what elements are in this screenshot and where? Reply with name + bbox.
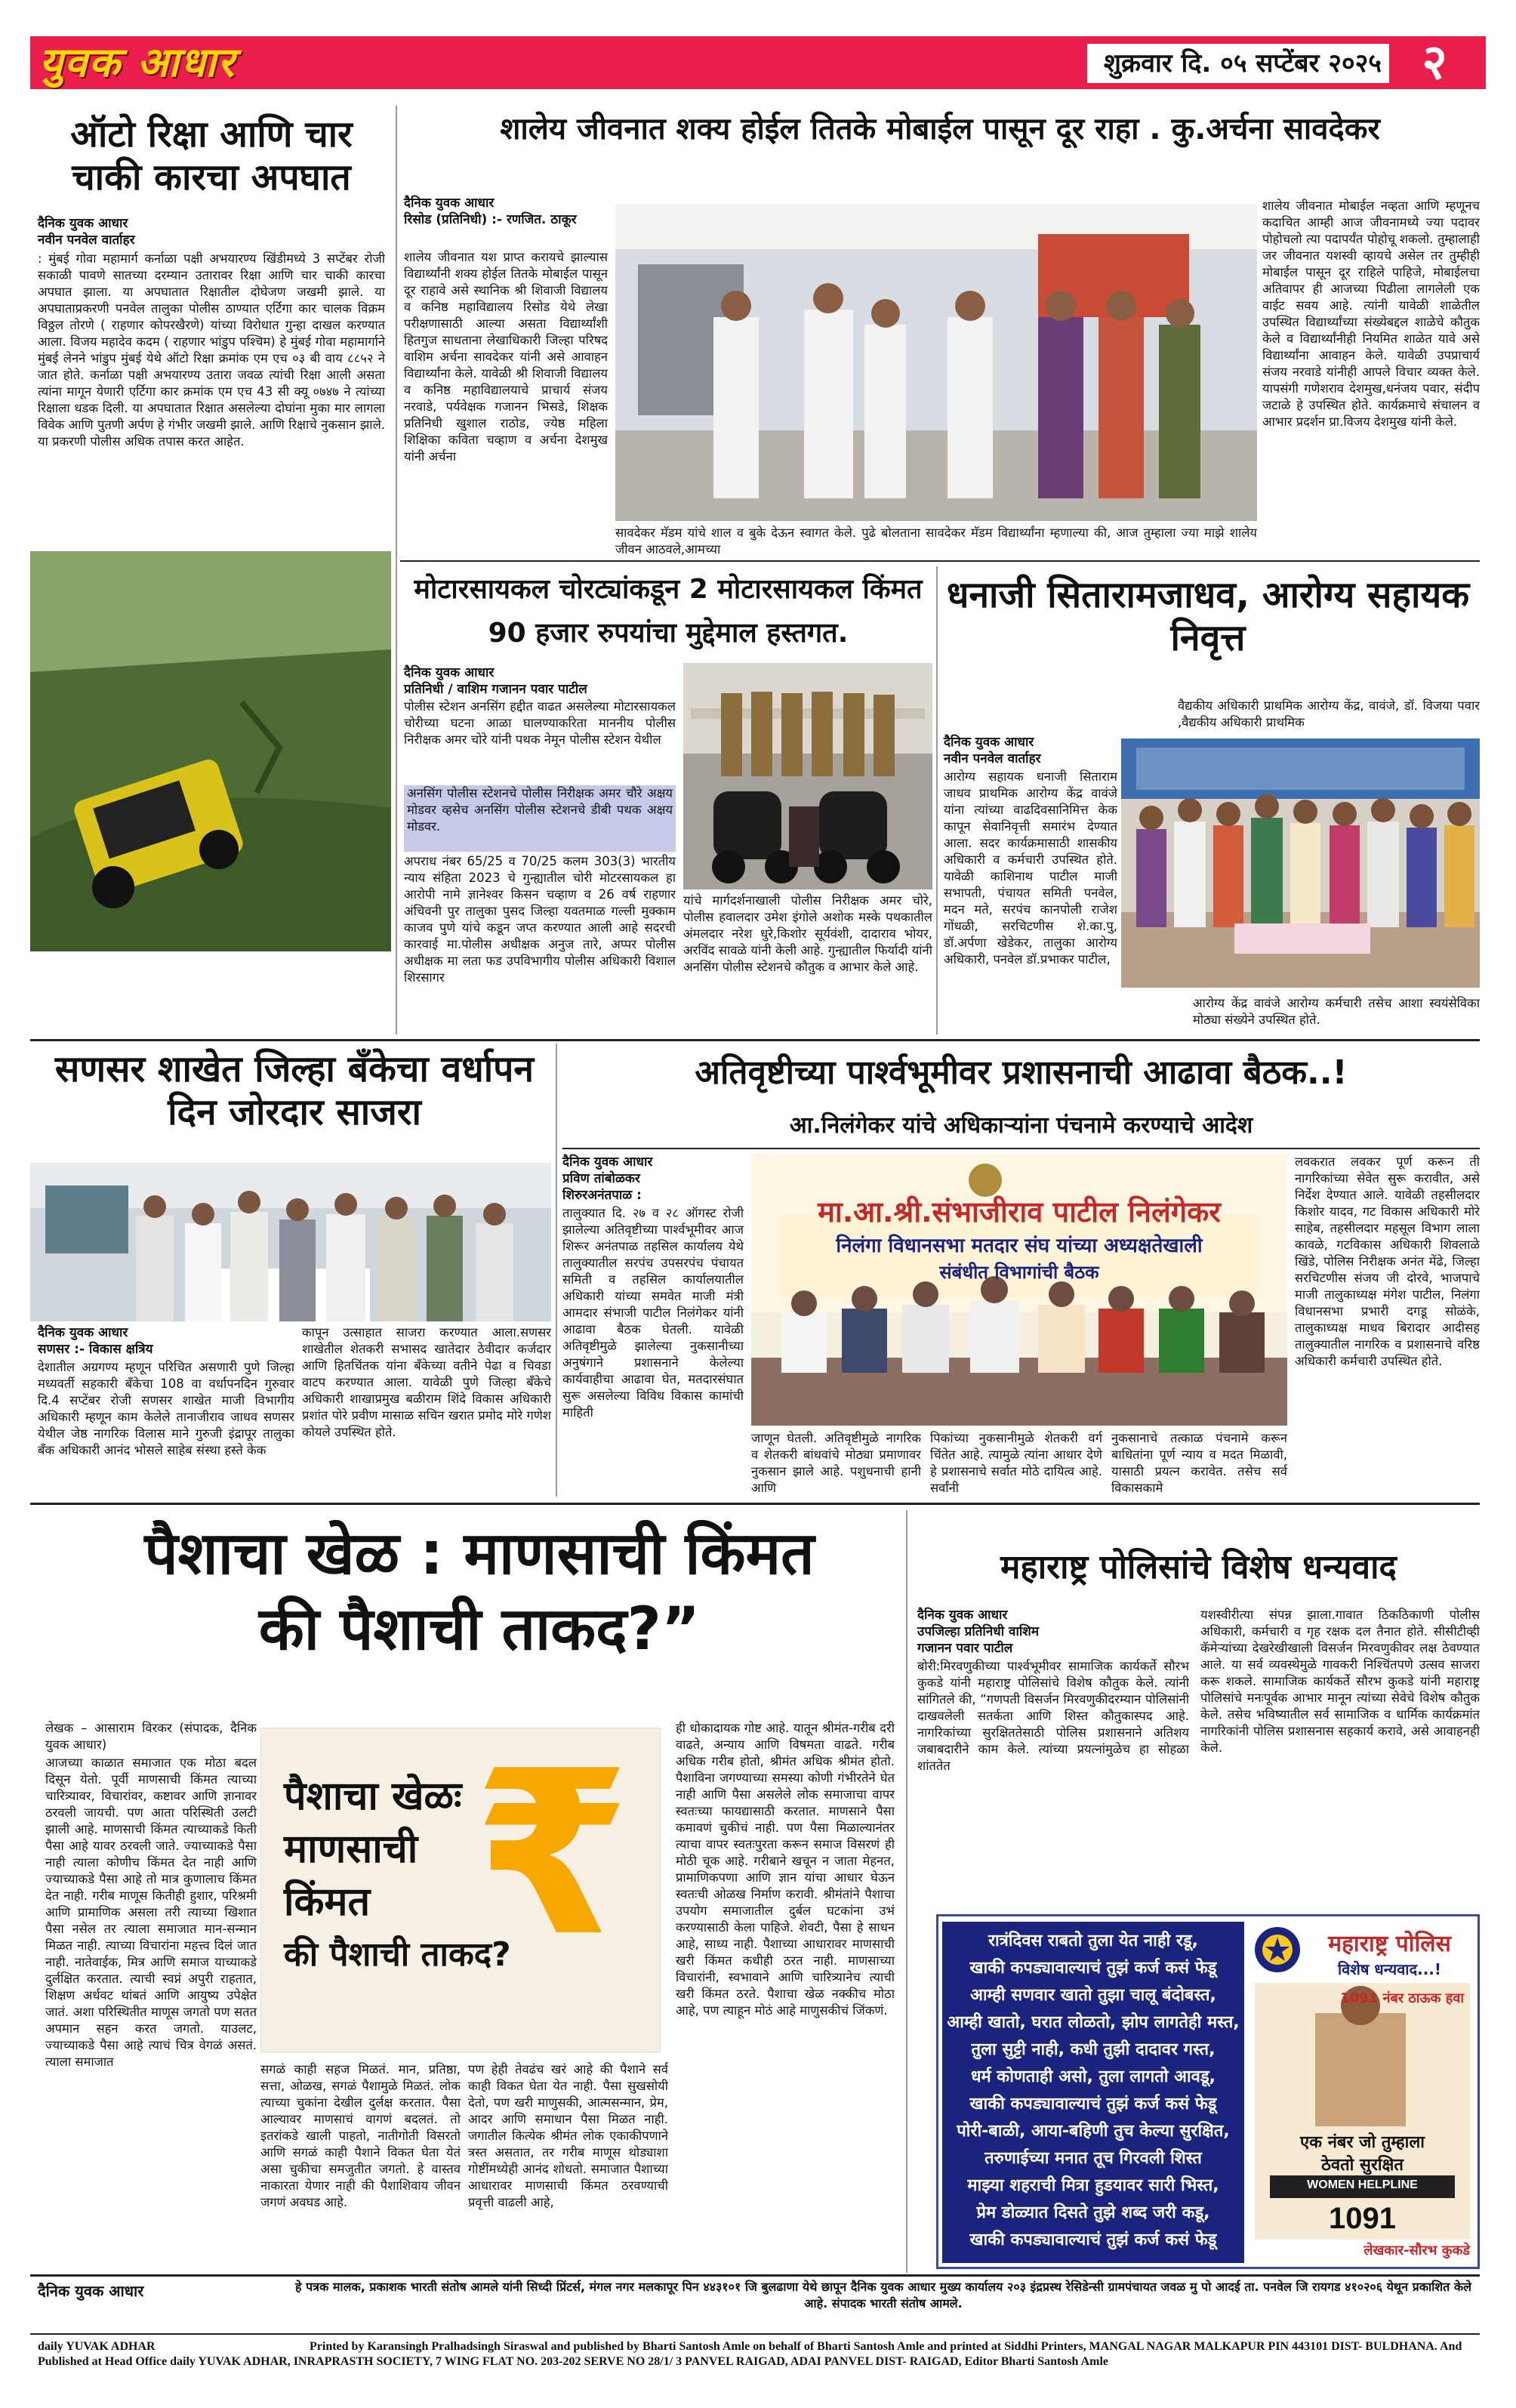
mobile-article-byline: दैनिक युवक आधार रिसोड (प्रतिनिधी) :- रणजित. ठाकूर [404, 196, 577, 227]
mobile-article-body-left: शालेय जीवनात यश प्राप्त करायचे झाल्यास विद्यार्थ्यांनी शक्य होईल तितके मोबाईल पासून दूर राहावे असे स्थानिक श्री शिवाजी विद्यालय व कनिष्ठ महाविद्यालय रिसोड येथे लेखा परीक्षणासाठी आल्या असता विद्यार्थ्यांशी हितगुज साधताना लेखाधिकारी जिल्हा परिषद वाशिम अर्चना सावदेकर यांनी असे आवाहन विद्यार्थ्यांना केले. यावेळी श्री शिवाजी विद्यालय व कनिष्ठ महाविद्यालयाचे प्राचार्य संजय नरवाडे, पर्यवेक्षक गजानन भिसडे, शिक्षक प्रतिनिधी खुशाल राठोड, ज्येष्ठ महिला शिक्षिका कविता चव्हाण व अर्चना देशमुख यांनी अर्चना [404, 250, 608, 464]
motorcycle-article-body-3: यांचे मार्गदर्शनाखाली पोलीस निरीक्षक अमर चोरे, पोलीस हवालदार उमेश इंगोले अशोक मस्के पथकातील अंमलदार नरेश धुरे,किशोर सूर्यवंशी, दादाराव भोयर, अरविंद सावळे यांनी केली आहे. गुन्ह्यातील फिर्यादी यांनी अनसिंग पोलीस स्टेशनचे कौतुक व आभार केले आहे. [683, 893, 932, 974]
ativrushti-article-body-5: लवकरात लवकर पूर्ण करून ती नागरिकांच्या सेवेत सुरू करावीत, असे निर्देश देण्यात आले. यावेळी तहसीलदार किशोर यादव, गट विकास अधिकारी मोरे साहेब, तहसीलदार महसूल विभाग लाला कावळे, गटविकास अधिकारी शिवलाळे खिंडे, पोलिस निरीक्षक अनंत मेंढे, जिल्हा सरचिटणीस संजय जी दोरवे, भाजपाचे माजी तालुकाध्यक्ष मंगेश पाटील, निलंगा विधानसभा प्रभारी दगडू सोळंके, तालुकाध्यक्ष माधव बिरादार आदीसह तालुक्यातील नागरिक व प्रशासनाचे वरिष्ठ अधिकारी कर्मचारी उपस्थित होते. [1295, 1155, 1480, 1368]
poster-top-text: 1091 नंबर ठाऊक हवा [1340, 1990, 1464, 2006]
poster-mid-text-2: ठेवतो सुरक्षित [1321, 2156, 1404, 2175]
ativrushti-article-headline: अतिवृष्टीच्या पार्श्वभूमीवर प्रशासनाची आढावा बैठक..! [695, 1053, 1348, 1092]
ad-poem-line: खाकी कपड्यावाल्याचं तुझं कर्ज कसं फेडू [969, 2095, 1217, 2114]
meeting-banner-line-2: निलंगा विधानसभा मतदार संघ यांच्या अध्यक्षतेखाली [836, 1235, 1203, 1257]
helpline-number: 1091 [1329, 2202, 1396, 2235]
dhanaji-article-headline: धनाजी सितारामजाधव, आरोग्य सहायक निवृत्त [946, 574, 1470, 659]
dhanaji-article-byline: दैनिक युवक आधार नवीन पनवेल वार्ताहर [944, 735, 1041, 766]
police-article-body-1: बोरी:मिरवणुकीच्या पार्श्वभूमीवर सामाजिक कार्यकर्ते सौरभ कुकडे यांनी महाराष्ट्र पोलिसांचे विशेष कौतुक केले. त्यांनी सांगितले की, “गणपती विसर्जन मिरवणुकीदरम्यान पोलिसांनी दाखवलेली सतर्कता आणि शिस्त कौतुकास्पद आहे. नागरिकांच्या सुरक्षिततेसाठी पोलिस प्रशासनाने अतिशय जबाबदारीने काम केले. त्यांच्या प्रयत्नांमुळेच हा सोहळा शांततेत [917, 1659, 1189, 1773]
helpline-poster [1255, 1983, 1470, 2240]
police-article-body-2: यशस्वीरीत्या संपन्न झाला.गावात ठिकठिकाणी पोलीस अधिकारी, कर्मचारी व गृह रक्षक दल तैनात होते. सीसीटीव्ही कॅमेऱ्यांच्या देखरेखीखाली विसर्जन मिरवणुकीवर लक्ष ठेवण्यात आले. या सर्व व्यवस्थेमुळे गावकरी निश्चिंतपणे उत्सव साजरा करू शकले. सामाजिक कार्यकर्ते सौरभ कुकडे यांनी महाराष्ट्र पोलिसांचे मनःपूर्वक आभार मानून त्यांच्या सेवेचे विशेष कौतुक केले. तसेच भविष्यातील सर्व सामाजिक व धार्मिक कार्यक्रमांत नागरिकांनी पोलिस प्रशासनास सहकार्य करावे, असे आवाहनही केले. [1200, 1608, 1480, 1755]
ativrushti-article-body-4: नुकसानाचे तत्काळ पंचनामे करून बाधितांना पूर्ण न्याय व मदत मिळावी, यासाठी प्रयत्न करावेत. तसेच सर्व विकासकामे [1111, 1431, 1287, 1495]
helpline-label: WOMEN HELPLINE [1307, 2178, 1418, 2191]
mobile-article-photo [615, 204, 1257, 521]
paisa-article-headline-2: की पैशाची ताकद?” [258, 1596, 701, 1663]
ativrushti-article-body-1: तालुक्यात दि. २७ व २८ ऑगस्ट रोजी झालेल्या अतिवृष्टीच्या पार्श्वभूमीवर आज शिरूर अनंतपाळ तहसिल कार्यालय येथे तालुक्यातील सरपंच उपसरपंच पंचायत समिती व तहसिल कार्यालयातील अधिकारी यांच्या समवेत माजी मंत्री आमदार संभाजी पाटील निलंगेकर यांनी आढावा बैठक घेतली. यावेळी अतिवृष्टीमुळे झालेल्या नुकसानीच्या अनुषंगाने प्रशासनाने केलेल्या कार्यवाहीचा आढावा घेत, मतदारसंघात सुरू असलेल्या विविध विकास कामांची माहिती [562, 1206, 744, 1420]
poster-mid-text-1: एक नंबर जो तुम्हाला [1299, 2133, 1425, 2152]
police-ad-title: महाराष्ट्र पोलिस [1328, 1931, 1451, 1957]
sansar-article-body-2: कापून उत्साहात साजरा करण्यात आला.सणसर शाखेतील शेतकरी सभासद खातेदार ठेवीदार कर्जदार आणि हितचिंतक यांना बँकेच्या वतीने पेढा व चिवडा वाटप करण्यात आला. यावेळी पुणे जिल्हा बँकेचे अधिकारी शाखाप्रमुख बळीराम शिंदे विकास अधिकारी प्रशांत पोरे प्रवीण मासाळ सचिन खरात प्रमोद मोरे गणेश कोयले उपस्थित होते. [302, 1325, 551, 1439]
accident-photo [30, 551, 391, 951]
police-article-headline: महाराष्ट्र पोलिसांचे विशेष धन्यवाद [1000, 1548, 1397, 1586]
paisa-article-headline-1: पैशाचा खेळ : माणसाची किंमत [144, 1520, 815, 1588]
paisa-article-col-3: पण हेही तेवढंच खरं आहे की पैशाने सर्व काही विकत घेता येत नाही. पैसा सुखसोयी देतो, पण खरी माणुसकी, आत्मसन्मान, प्रेम, आदर आणि समाधान पैसा मिळत नाही. जगातील कित्येक श्रीमंत लोक एकाकीपणाने त्रस्त असतात, तर गरीब माणूस थोड्याशा गोष्टींमध्येही आनंद शोधतो. समाजात पैशाच्या आधारावर माणसाची किंमत ठरवण्याची प्रवृत्ती वाढली आहे, [468, 2062, 668, 2209]
ad-poem-line: तुला सुट्टी नाही, कधी तुझी दादावर गस्त, [971, 2040, 1216, 2059]
ad-poem-line: आम्ही खातो, घरात लोळतो, झोप लागतेही मस्त, [947, 2013, 1240, 2032]
ad-poem-line: रात्रंदिवस राबतो तुला येत नाही रडू, [988, 1932, 1198, 1950]
mobile-article-headline: शालेय जीवनात शक्य होईल तितके मोबाईल पासून दूर राहा . कु.अर्चना सावदेकर [500, 112, 1380, 146]
paisa-article-col-1: आजच्या काळात समाजात एक मोठा बदल दिसून येतो. पूर्वी माणसाची किंमत त्याच्या चारित्र्यावर, विचारांवर, कष्टावर आणि ज्ञानावर ठरवली जायची. पण आता परिस्थिती उलटी झाली आहे. माणसाची किंमत त्याच्याकडे किती पैसा आहे यावर ठरवली जाते. ज्याच्याकडे पैसा नाही त्याला कोणीच किंमत देत नाही आणि ज्याच्याकडे पैसा आहे तो मात्र कुणालाच किंमत देत नाही. गरीब माणूस कितीही हुशार, परिश्रमी आणि प्रामाणिक असला तरी त्याच्या खिशात पैसा नसेल तर त्याला समाजात मान-सन्मान मिळत नाही. त्याच्या विचारांना महत्त्व दिलं जात नाही. नातेवाईक, मित्र आणि समाज याच्याकडे दुर्लक्षित करतात. त्याची स्वप्नं अपुरी राहतात, शिक्षण अर्धवट थांबतं आणि आयुष्य उपेक्षेत जातं. अशा परिस्थितीत माणूस जगतो पण सतत अपमान सहन करत जगतो. याउलट, ज्याच्याकडे पैसा आहे त्याचं चित्र वेगळं असतं. त्याला समाजात [45, 1756, 257, 2069]
paisa-illustration [260, 1728, 661, 2052]
rupee-icon: ₹ [473, 1728, 631, 1986]
auto-accident-headline: ऑटो रिक्षा आणि चार चाकी कारचा अपघात [70, 113, 353, 199]
motorcycle-article-highlight: अनसिंग पोलीस स्टेशनचे पोलीस निरीक्षक अमर चौरे अक्षय मोडवर व्हसेच अनसिंग पोलीस स्टेशनचे डीबी पथक अक्षय मोडवर. [404, 785, 676, 852]
motorcycle-article-body-1: पोलीस स्टेशन अनसिंग हद्दीत वाढत असलेल्या मोटारसायकल चोरीच्या घटना आळा घालण्याकरिता माननीय पोलीस निरीक्षक अमर चोरे यांनी पथक नेमून पोलीस स्टेशन येथील [404, 699, 676, 747]
newspaper-logo: युवक आधार [39, 39, 236, 86]
auto-accident-body: : मुंबई गोवा महामार्ग कर्नाळा पक्षी अभयारण्य खिंडीमध्ये 3 सप्टेंबर रोजी सकाळी पावणे सातच्या दरम्यान उतारावर रिक्षा आणि चार चाकी कारचा अपघात झाला. या अपघातात रिक्षातील दोघेजण जखमी झाले. या अपघाताप्रकरणी पनवेल तालुका पोलीस ठाण्यात एर्टिगा कार चालक विक्रम विठ्ठल तोरणे ( राहणार कोपरखैरणे) यांच्या विरोधात गुन्हा दाखल करण्यात आला. विजय महादेव कदम ( राहणार भांडुप पश्चिम) हे मुंबई गोवा महामार्गाने मुंबई लेनने भांडुप मुंबई येथे ऑटो रिक्षा क्रमांक एम एच ०३ बी वाय ८८५२ ने जात होते. कर्नाळा पक्षी अभयारण्य उतारा जवळ त्यांची रिक्षा आली असता त्यांना मागून येणारी एर्टिगा कार क्रमांक एम एच 43 सी क्यू ०७४७ ने त्यांच्या रिक्षाला धडक दिली. या अपघातात रिक्षात असलेल्या दोघांना मुका मार लागला विवेक आणि पुतणी अर्पण हे गंभीर जखमी झाले. आणि रिक्षाचे नुकसान झाले. या प्रकरणी पोलीस अधिक तपास करत आहेत. [38, 251, 385, 449]
meeting-banner-line-1: मा.आ.श्री.संभाजीराव पाटील निलंगेकर [818, 1195, 1221, 1229]
police-article-byline: दैनिक युवक आधार उपजिल्हा प्रतिनिधी वाशिम गजानन पवार पाटील [917, 1608, 1040, 1656]
paisa-illustration-text: पैशाचा खेळः माणसाची किंमत की पैशाची ताकद? [284, 1774, 511, 1974]
paisa-article-col-2: सगळं काही सहज मिळतं. मान, प्रतिष्ठा, सत्ता, ओळख, सगळं पैशामुळे मिळतं. लोक त्याच्या चुकांना देखील दुर्लक्ष करतात. पैसा आल्यावर माणसाचं वागणं बदलतं. तो इतरांकडे खाली पाहतो, नातीगोती विसरतो आणि सगळं काही पैशाने विकत घेता येतं असा चुकीचा समजुतीत जगतो. हे वास्तव नाकारता येणार नाही की पैशाशिवाय जीवन जगणं अवघड आहे. [260, 2062, 461, 2209]
footer-imprint-marathi: हे पत्रक मालक, प्रकाशक भारती संतोष आमले यांनी सिध्दी प्रिंटर्स, मंगल नगर मलकापूर पिन ४४३१०१ जि बुलढाणा येथे छापून दैनिक युवक आधार मुख्य कार्यालय २०३ इंद्रप्रस्थ रेसिडेन्सी ग्रामपंचायत जवळ मु पो आदई ता. पनवेल जि रायगड ४१०२०६ येथून प्रकाशित केले आहे. संपादक भारती संतोष आमले. [295, 2280, 1471, 2311]
issue-date: शुक्रवार दि. ०५ सप्टेंबर २०२५ [1087, 44, 1389, 83]
ad-poem-line: माझ्या शहराची मित्रा हुडयावर सारी भिस्त, [967, 2176, 1219, 2195]
motorcycle-article-headline: मोटारसायकल चोरट्यांकडून 2 मोटारसायकल किंमत 90 हजार रुपयांचा मुद्देमाल हस्तगत. [414, 574, 923, 649]
dhanaji-photo [1121, 738, 1480, 988]
dhanaji-article-body: आरोग्य सहायक धनाजी सिताराम जाधव प्राथमिक आरोग्य केंद्र वावंजे यांना त्यांच्या वाढदिवसानिमित्त केक कापून सेवानिवृत्ती समारंभ देण्यात आला. सदर कार्यक्रमासाठी शासकीय अधिकारी व कर्मचारी उपस्थित होते. यावेळी काशिनाथ पाटील माजी सभापती, पंचायत समिती पनवेल, मदन मते, सरपंच कानपोली राजेश गोंधळी, सरचिटणीस शे.का.पु, डॉ.अर्पणा खेडेकर, तालुका आरोग्य अधिकारी, पनवेल डॉ.प्रभाकर पाटील, [944, 769, 1117, 967]
ad-poem-line: धर्म कोणताही असो, तुला लागतो आवडू, [970, 2067, 1216, 2086]
footer-english-brand: daily YUVAK ADHAR [38, 2340, 156, 2353]
auto-accident-byline: दैनिक युवक आधार नवीन पनवेल वार्ताहर [38, 216, 135, 248]
motorcycle-photo [683, 663, 932, 890]
sansar-article-byline: दैनिक युवक आधार सणसर :- विकास क्षत्रिय [38, 1325, 153, 1357]
dhanaji-article-body-top: वैद्यकीय अधिकारी प्राथमिक आरोग्य केंद्र, वावंजे, डॉ. विजया पवार ,वैद्यकीय अधिकारी प्राथमिक [1178, 698, 1480, 729]
police-poem-panel [942, 1922, 1244, 2263]
meeting-banner-line-3: संबंधीत विभागांची बैठक [939, 1262, 1099, 1283]
sansar-article-body-1: देशातील अग्रगण्य म्हणून परिचित असणारी पुणे जिल्हा मध्यवर्ती सहकारी बँकेचा 108 वा वर्धापनदिन गुरुवार दि.4 सप्टेंबर रोजी सणसर शाखेत माजी विभागीय अधिकारी म्हणून काम केलेले तानाजीराव जाधव सणसर येथील जेष्ठ नागरिक विलास माने गुरुजी इंद्रापूर तालुका बँक अधिकारी आनंद भोसले साहेब संस्था हस्ते केक [38, 1360, 294, 1457]
ad-poem-line: आम्ही सणवार खातो तुझा चालू बंदोबस्त, [970, 1986, 1216, 2005]
motorcycle-article-body-2: अपराध नंबर 65/25 व 70/25 कलम 303(3) भारतीय न्याय संहिता 2023 चे गुन्ह्यातील चोरी मोटरसायकल हा आरोपी नामे ज्ञानेश्वर किसन चव्हाण व 26 वर्ष राहणार अंचिवनी पुर तालुका पुसद जिल्हा यवतमाळ गल्ली मुक्काम काजव पुणे यांचे कडून जप्त करण्यात आली आहे सदरची कारवाई मा.पोलीस अधीक्षक अनुज तारे, अप्पर पोलीस अधीक्षक मा लता फड उपविभागीय पोलीस अधिकारी विशाल शिरसागर [404, 854, 676, 985]
paisa-article-col-4: ही धोकादायक गोष्ट आहे. यातून श्रीमंत-गरीब दरी वाढते, अन्याय आणि विषमता वाढते. गरीब अधिक गरीब होतो, श्रीमंत अधिक श्रीमंत होतो. पैशाविना जगण्याच्या समस्या कोणी गंभीरतेने घेत नाही आणि पैसा असलेले लोक समाजाचा वापर स्वतःच्या फायद्यासाठी करतात. माणसाने पैसा कमावणं चुकीचं नाही. पण पैसा मिळाल्यानंतर त्याचा वापर स्वतःपुरता करून समाज विसरणं ही मोठी चूक आहे. गरीबाने खचून न जाता मेहनत, प्रामाणिकपणा आणि ज्ञान यांचा आधार घेऊन स्वतःची ओळख निर्माण करावी. श्रीमंतांने पैशाचा उपयोग समाजातील दुर्बल घटकांना उभं करण्यासाठी केला पाहिजे. शेवटी, पैसा हे साधन आहे, साध्य नाही. पैशाच्या आधारावर माणसाची खरी किंमत कधीही ठरत नाही. माणसाच्या विचारांनी, स्वभावाने आणि चारित्र्यानेच त्याची खरी किंमत ठरते. पैशाचा खेळ नक्कीच मोठा आहे, पण त्याहून मोठं आहे माणुसकीचं जिंकणं. [676, 1721, 895, 2018]
dhanaji-article-body-bottom: आरोग्य केंद्र वावंजे आरोग्य कर्मचारी तसेच आशा स्वयंसेविका मोठ्या संख्येने उपस्थित होते. [1193, 996, 1480, 1027]
sansar-photo [30, 1163, 551, 1321]
mobile-article-body-right: शालेय जीवनात मोबाईल नव्हता आणि म्हणूनच कदाचित आम्ही आज जीवनामध्ये ज्या पदावर पोहोचलो त्या पदापर्यंत पोहोचू शकलो. तुम्हालाही जर जीवनात यशस्वी व्हायचे असेल तर तुम्हीही मोबाईल पासून दूर राहिले पाहिजे, मोबाईलचा अतिवापर ही आजच्या पिढीला लागलेली एक वाईट सवय आहे. त्यांनी यावेळी शाळेतील उपस्थित विद्यार्थ्यांच्या संख्येबद्दल शाळेचे कौतुक केले व विद्यार्थ्यांनीही नियमित शाळेत यावे असे विद्यार्थ्यांना आवाहन केले. यावेळी उपप्राचार्य संजय नरवाडे यांनीही आपले विचार व्यक्त केले. यापसंगी गणेशराव देशमुख,धनंजय पवार, संदीप जटाळे हे उपस्थित होते. कार्यक्रमाचे संचालन व आभार प्रदर्शन प्रा.विजय देशमुख यांनी केले. [1262, 199, 1480, 429]
sansar-article-headline: सणसर शाखेत जिल्हा बँकेचा वर्धापन दिन जोरदार साजरा [54, 1048, 535, 1133]
ativrushti-article-subheadline: आ.निलंगेकर यांचे अधिकाऱ्यांना पंचनामे करण्याचे आदेश [789, 1112, 1253, 1139]
police-ad-subtitle: विशेष धन्यवाद...! [1337, 1960, 1442, 1978]
ad-poem-line: तरुणाईच्या मनात तूच गिरवली शिस्त [984, 2149, 1202, 2168]
footer-brand: दैनिक युवक आधार [38, 2282, 144, 2300]
mobile-article-photo-caption: सावदेकर मॅडम यांचे शाल व बुके देऊन स्वागत केले. पुढे बोलताना सावदेकर मॅडम विद्यार्थ्यांना म्हणाल्या की, आज तुम्हाला ज्या माझे शालेय जीवन आठवले,आमच्या [615, 526, 1257, 557]
page-number: २ [1422, 35, 1447, 91]
ad-signature: लेखकार-सौरभ कुकडे [1363, 2243, 1470, 2258]
police-emblem-icon [1253, 1925, 1302, 1974]
paisa-article-author: लेखक – आसाराम विरकर (संपादक, दैनिक युवक आधार) [45, 1721, 257, 1752]
ativrushti-article-body-2: जाणून घेतली. अतिवृष्टीमुळे नागरिक व शेतकरी बांधवांचे मोठ्या प्रमाणावर नुकसान झाले आहे. पशुधनाची हानी आणि [751, 1431, 921, 1495]
ad-poem-line: पोरी-बाळी, आया-बहिणी तुच केल्या सुरक्षित, [957, 2122, 1230, 2141]
motorcycle-article-byline: दैनिक युवक आधार प्रतिनिधी / वाशिम गजानन पवार पाटील [404, 665, 587, 697]
ativrushti-article-byline: दैनिक युवक आधार प्रविण तांबोळकर शिरुरअनंतपाळ : [562, 1155, 653, 1203]
ad-poem-line: प्रेम डोळ्यात दिसते तुझे शब्द जरी कडू, [976, 2203, 1210, 2222]
footer-imprint-english: Printed by Karansingh Pralhadsingh Siraswal and published by Bharti Santosh Amle on behalf of Bharti Santosh Amle and printed at Siddhi Printers, MANGAL NAGAR MALKAPUR PIN 443101 DIST- BULDHANA. And Published at Head Office daily YUVAK ADHAR, INRAPRASTH SOCIETY, 7 WING FLAT NO. 203-202 SERVE NO 28/1/ 3 PANVEL RAIGAD, ADAI PANVEL DIST- RAIGAD, Editor Bharti Santosh Amle [38, 2340, 1462, 2368]
ativrushti-article-body-3: पिकांच्या नुकसानीमुळे शेतकरी वर्ग चिंतेत आहे. त्यामुळे त्यांना आधार देणे हे प्रशासनाचे सर्वात मोठे दायित्व आहे. सर्वांनी [930, 1431, 1102, 1495]
ad-poem-line: खाकी कपड्यावाल्याचं तुझं कर्ज कसं फेडू [969, 2231, 1217, 2249]
ad-poem-line: खाकी कपड्यावाल्याचं तुझं कर्ज कसं फेडू [969, 1959, 1217, 1978]
